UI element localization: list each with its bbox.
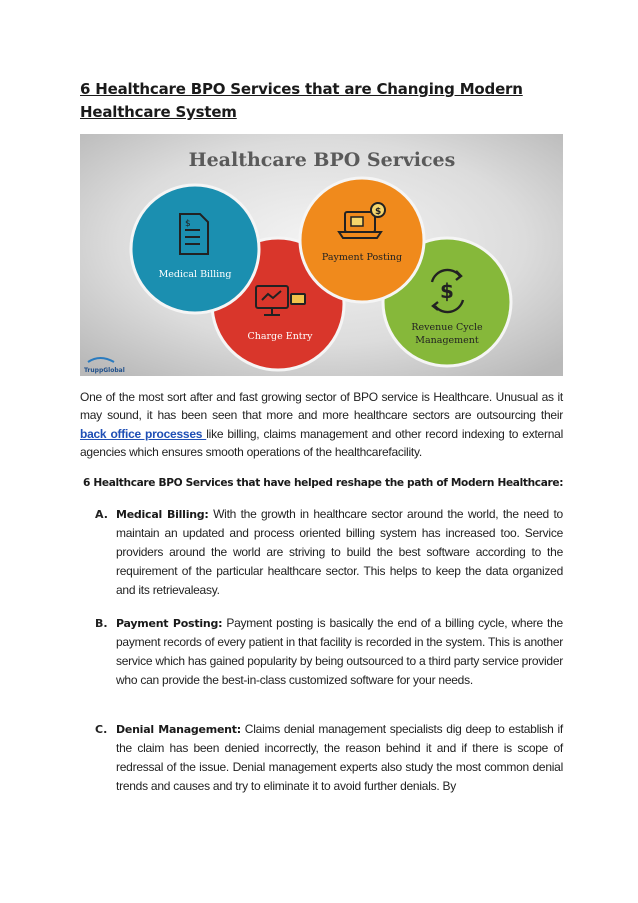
- list-item-text: [116, 720, 563, 796]
- list-item-letter: A.: [95, 508, 108, 521]
- revenue-cycle-label: Revenue Cycle: [411, 322, 483, 333]
- svg-text:$: $: [185, 219, 191, 229]
- intro-text-continued: like billing, claims management and other record indexing to external agencies which ensures smooth operations of the healthcarefacility.: [80, 426, 563, 460]
- list-item-term: Payment Posting:: [116, 617, 223, 630]
- medical-billing-label: Medical Billing: [158, 269, 232, 280]
- list-item-payment-posting: [95, 614, 563, 690]
- revenue-cycle-label-line2: Management: [415, 335, 479, 346]
- list-item-text: [116, 614, 563, 690]
- list-item-description: Payment posting is basically the end of a billing cycle, where the payment records of every patient in that facility is recorded in the system. This is another service which has gained popularity by being outsourced to a third party service provider who can provide the best-in-class customized software for your needs.: [116, 616, 563, 687]
- charge-entry-label: Charge Entry: [247, 331, 313, 342]
- intro-text: One of the most sort after and fast growing sector of BPO service is Healthcare. Unusual as it may sound, it has been seen that more and more healthcare sectors are outsourcing their: [80, 390, 563, 423]
- list-item-description: Claims denial management specialists dig deep to establish if the claim has been denied incorrectly, the reason behind it and if there is scope of redressal of the issue. Denial management experts also study the most common denial trends and causes and try to eliminate it to avoid further denials. By: [116, 722, 563, 793]
- section-subheading: 6 Healthcare BPO Services that have helped reshape the path of Modern Healthcare:: [83, 477, 564, 489]
- logo-text: TruppGlobal: [84, 367, 125, 374]
- list-item-letter: B.: [95, 617, 108, 630]
- medical-billing-circle: [131, 185, 259, 313]
- list-item-denial-management: [95, 720, 563, 796]
- healthcare-bpo-infographic: [80, 134, 563, 376]
- list-item-medical-billing: [95, 505, 563, 600]
- page-title: 6 Healthcare BPO Services that are Changing Modern Healthcare System: [80, 80, 523, 121]
- list-item-term: Denial Management:: [116, 723, 241, 736]
- back-office-processes-link[interactable]: back office processes: [80, 426, 207, 441]
- list-item-text: [116, 505, 563, 600]
- payment-posting-circle: [300, 178, 424, 302]
- list-item-description: With the growth in healthcare sector around the world, the need to maintain an updated and process oriented billing system has increased too. Service providers around the world are striving to build the best software according to the requirement of the particular healthcare sector. This helps to keep the data organized and its retrievaleasy.: [116, 507, 563, 597]
- infographic-heading: Healthcare BPO Services: [188, 149, 456, 171]
- list-item-letter: C.: [95, 723, 108, 736]
- svg-text:$: $: [440, 279, 454, 303]
- svg-text:$: $: [375, 207, 382, 217]
- intro-paragraph: [80, 388, 563, 462]
- payment-posting-label: Payment Posting: [321, 252, 403, 263]
- list-item-term: Medical Billing:: [116, 508, 209, 521]
